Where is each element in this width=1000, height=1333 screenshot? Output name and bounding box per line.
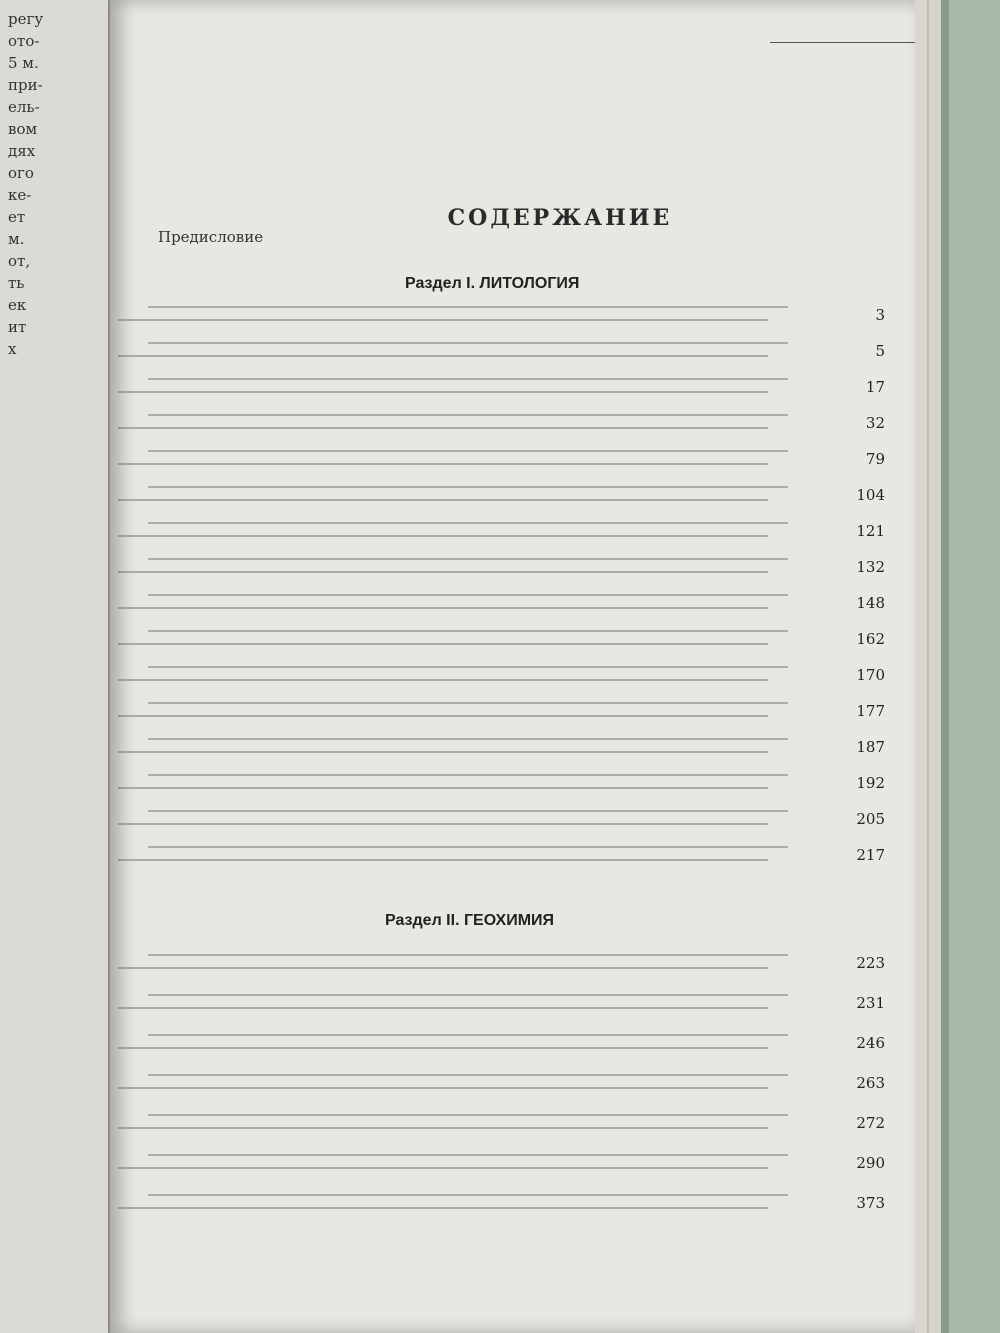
text-line-placeholder bbox=[148, 450, 788, 452]
text-line-placeholder bbox=[148, 1154, 788, 1156]
left-page-fragment: ого bbox=[8, 164, 34, 182]
toc-entry-page: 231 bbox=[856, 994, 885, 1012]
toc-title: СОДЕРЖАНИЕ bbox=[447, 205, 673, 231]
toc-entry-page: 170 bbox=[856, 666, 885, 684]
toc-entry-page: 272 bbox=[856, 1114, 885, 1132]
text-line-placeholder bbox=[118, 463, 768, 465]
text-line-placeholder bbox=[148, 1114, 788, 1116]
toc-page bbox=[110, 0, 915, 1333]
toc-entry-page: 162 bbox=[856, 630, 885, 648]
text-line-placeholder bbox=[118, 859, 768, 861]
book-cover-edge bbox=[915, 0, 1000, 1333]
text-line-placeholder bbox=[118, 1087, 768, 1089]
toc-entry-page: 121 bbox=[856, 522, 885, 540]
toc-entry-page: 79 bbox=[865, 450, 885, 468]
text-line-placeholder bbox=[148, 630, 788, 632]
left-page-fragment: от, bbox=[8, 252, 31, 270]
toc-entry-page: 263 bbox=[856, 1074, 885, 1092]
section-heading: Раздел I. ЛИТОЛОГИЯ bbox=[405, 275, 580, 292]
left-page-fragment: ель- bbox=[8, 98, 40, 116]
text-line-placeholder bbox=[148, 666, 788, 668]
toc-entry-page: 177 bbox=[856, 702, 885, 720]
toc-entry-page: 217 bbox=[856, 846, 885, 864]
header-rule bbox=[770, 42, 920, 43]
text-line-placeholder bbox=[148, 306, 788, 308]
text-line-placeholder bbox=[118, 427, 768, 429]
toc-entry-page: 205 bbox=[856, 810, 885, 828]
text-line-placeholder bbox=[118, 967, 768, 969]
left-page-fragment: ото- bbox=[8, 32, 40, 50]
text-line-placeholder bbox=[118, 1047, 768, 1049]
text-line-placeholder bbox=[148, 486, 788, 488]
text-line-placeholder bbox=[118, 679, 768, 681]
left-page-fragment: ек bbox=[8, 296, 27, 314]
text-line-placeholder bbox=[148, 522, 788, 524]
toc-entry-page: 32 bbox=[865, 414, 885, 432]
text-line-placeholder bbox=[148, 414, 788, 416]
text-line-placeholder bbox=[148, 558, 788, 560]
left-page-fragment: ть bbox=[8, 274, 25, 292]
text-line-placeholder bbox=[118, 571, 768, 573]
text-line-placeholder bbox=[118, 355, 768, 357]
toc-entry-page: 17 bbox=[865, 378, 885, 396]
toc-entry-page: 246 bbox=[856, 1034, 885, 1052]
text-line-placeholder bbox=[148, 846, 788, 848]
left-page-fragment: ит bbox=[8, 318, 27, 336]
text-line-placeholder bbox=[118, 499, 768, 501]
text-line-placeholder bbox=[148, 774, 788, 776]
text-line-placeholder bbox=[148, 1194, 788, 1196]
left-page-fragment: 5 м. bbox=[8, 54, 39, 72]
toc-entry-page: 223 bbox=[856, 954, 885, 972]
left-page-fragment: дях bbox=[8, 142, 36, 160]
toc-entry bbox=[110, 840, 915, 910]
text-line-placeholder bbox=[118, 787, 768, 789]
toc-entry-page: 104 bbox=[856, 486, 885, 504]
left-page-fragment: регу bbox=[8, 10, 44, 28]
text-line-placeholder bbox=[118, 607, 768, 609]
text-line-placeholder bbox=[148, 810, 788, 812]
text-line-placeholder bbox=[118, 751, 768, 753]
left-page-fragment: х bbox=[8, 340, 17, 358]
left-page-fragment: ет bbox=[8, 208, 26, 226]
toc-entry-page: 187 bbox=[856, 738, 885, 756]
text-line-placeholder bbox=[148, 702, 788, 704]
text-line-placeholder bbox=[148, 954, 788, 956]
toc-entry-page: 3 bbox=[875, 306, 885, 324]
text-line-placeholder bbox=[118, 823, 768, 825]
left-page-fragment: ке- bbox=[8, 186, 32, 204]
preface-label: Предисловие bbox=[158, 228, 264, 246]
text-line-placeholder bbox=[118, 1127, 768, 1129]
text-line-placeholder bbox=[148, 594, 788, 596]
text-line-placeholder bbox=[118, 1207, 768, 1209]
text-line-placeholder bbox=[118, 715, 768, 717]
text-line-placeholder bbox=[148, 994, 788, 996]
toc-entry-page: 290 bbox=[856, 1154, 885, 1172]
toc-entry-page: 373 bbox=[856, 1194, 885, 1212]
left-page-fragment: вом bbox=[8, 120, 38, 138]
text-line-placeholder bbox=[118, 319, 768, 321]
toc-entry bbox=[110, 1188, 915, 1258]
text-line-placeholder bbox=[148, 342, 788, 344]
text-line-placeholder bbox=[118, 535, 768, 537]
left-page bbox=[0, 0, 108, 1333]
left-page-fragment: м. bbox=[8, 230, 25, 248]
text-line-placeholder bbox=[118, 643, 768, 645]
text-line-placeholder bbox=[148, 738, 788, 740]
text-line-placeholder bbox=[118, 391, 768, 393]
text-line-placeholder bbox=[148, 1074, 788, 1076]
section-heading: Раздел II. ГЕОХИМИЯ bbox=[385, 912, 555, 929]
toc-entry-page: 148 bbox=[856, 594, 885, 612]
toc-entry-page: 5 bbox=[875, 342, 885, 360]
text-line-placeholder bbox=[118, 1007, 768, 1009]
toc-entry-page: 192 bbox=[856, 774, 885, 792]
left-page-fragment: при- bbox=[8, 76, 43, 94]
text-line-placeholder bbox=[148, 378, 788, 380]
text-line-placeholder bbox=[118, 1167, 768, 1169]
toc-entry-page: 132 bbox=[856, 558, 885, 576]
text-line-placeholder bbox=[148, 1034, 788, 1036]
